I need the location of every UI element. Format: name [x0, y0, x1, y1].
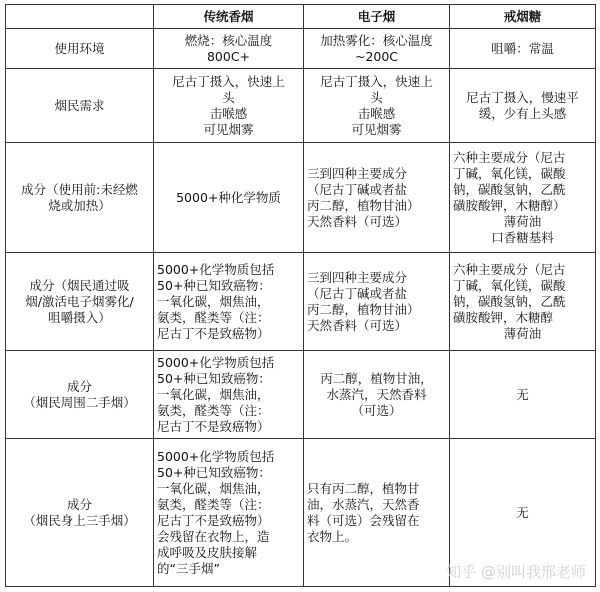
row-label-line: 烟/激活电子烟雾化/	[25, 293, 134, 309]
cell-line: 天然香料（可选）	[307, 213, 408, 229]
cell-nicotine-gum	[450, 253, 596, 351]
cell-line: 一氧化碳，烟焦油，	[157, 480, 270, 496]
cell-traditional	[154, 351, 304, 439]
cell-e-cigarette	[304, 69, 450, 143]
row-label-line: 烧或加热）	[48, 197, 111, 213]
cell-line: 三到四种主要成分	[307, 269, 408, 285]
row-label-line: 烟民需求	[54, 97, 105, 113]
cell-line: （可选）	[351, 402, 402, 418]
table-row-ingredients-inhaled	[6, 253, 596, 351]
cell-nicotine-gum	[450, 143, 596, 253]
table-row-usage-environment	[6, 29, 596, 69]
cell-line: 尼古丁不是致癌物）	[157, 512, 270, 528]
cell-line: 5000+化学物质包括	[157, 261, 275, 277]
cell-line: 磺胺酸钾，木糖醇）	[453, 197, 566, 213]
header-traditional-cigarette: 传统香烟	[154, 5, 304, 29]
cell-line: 一氧化碳，烟焦油，	[157, 386, 270, 402]
header-row	[6, 5, 596, 29]
cell-line: 六种主要成分（尼古	[453, 261, 566, 277]
row-label	[6, 69, 154, 143]
cell-line: 的“三手烟”	[157, 560, 220, 576]
cell-line: 三到四种主要成分	[307, 165, 408, 181]
cell-line: 50+种已知致癌物：	[157, 277, 271, 293]
cell-line: 磺胺酸钾，木糖醇	[453, 309, 554, 325]
cell-traditional	[154, 143, 304, 253]
cell-line: 丙二醇，植物甘油，	[320, 370, 433, 386]
cell-line: 尼古丁不是致癌物）	[157, 325, 270, 341]
cell-line: 天然香料（可选）	[307, 317, 408, 333]
cell-line: 油，水蒸汽，天然香	[307, 496, 420, 512]
header-e-cigarette: 电子烟	[304, 5, 450, 29]
cell-line: 加热雾化：核心温度	[320, 32, 433, 48]
header-nicotine-gum: 戒烟糖	[450, 5, 596, 29]
cell-line: 50+种已知致癌物：	[157, 370, 271, 386]
cell-line: 咀嚼：常温	[491, 40, 554, 56]
cell-line: 料（可选）会残留在	[307, 512, 420, 528]
cell-line: 会残留在衣物上，造	[157, 528, 270, 544]
cell-nicotine-gum	[450, 29, 596, 69]
cell-line: （尼古丁碱或者盐	[307, 181, 408, 197]
row-label-line: （烟民周围二手烟）	[23, 394, 136, 410]
cell-line: 5000+化学物质包括	[157, 354, 275, 370]
row-label-line: 成分（烟民通过吸	[29, 277, 130, 293]
table-row-smoker-needs	[6, 69, 596, 143]
row-label	[6, 351, 154, 439]
cell-line: 击喉感	[209, 105, 248, 121]
cell-traditional	[154, 29, 304, 69]
cell-line: 只有丙二醇，植物甘	[307, 480, 420, 496]
cell-line: 成呼吸及皮肤接解	[157, 544, 258, 560]
cell-line: 氨类，醛类等（注：	[157, 496, 270, 512]
cell-line: 六种主要成分（尼古	[453, 149, 566, 165]
cell-line: 头	[370, 89, 383, 105]
row-label-line: 咀嚼摄入）	[48, 309, 111, 325]
cell-line: 口香糖基料	[491, 229, 554, 245]
cell-traditional	[154, 69, 304, 143]
cell-e-cigarette	[304, 143, 450, 253]
cell-line: 丁碱，氧化镁，碳酸	[453, 165, 566, 181]
row-label-line: 成分	[66, 378, 92, 394]
row-label-line: 使用环境	[54, 40, 105, 56]
cell-e-cigarette	[304, 351, 450, 439]
cell-line: 击喉感	[357, 105, 396, 121]
cell-line: 可见烟雾	[351, 121, 402, 137]
cell-line: 50+种已知致癌物：	[157, 464, 271, 480]
row-label	[6, 29, 154, 69]
table-row-ingredients-before-use	[6, 143, 596, 253]
cell-line: 水蒸汽，天然香料	[326, 386, 427, 402]
cell-line: （尼古丁碱或者盐	[307, 285, 408, 301]
row-label-line: 成分（使用前:未经燃	[21, 181, 138, 197]
cell-line: 钠，碳酸氢钠，乙酰	[453, 293, 566, 309]
cell-e-cigarette	[304, 253, 450, 351]
cell-line: 5000+种化学物质	[176, 189, 281, 205]
comparison-table	[5, 4, 596, 587]
cell-line: 氨类，醛类等（注：	[157, 402, 270, 418]
watermark: 知乎 @别叫我邢老师	[446, 563, 586, 581]
cell-line: 可见烟雾	[203, 121, 254, 137]
row-label-line: （烟民身上三手烟）	[23, 512, 136, 528]
cell-e-cigarette	[304, 439, 450, 587]
cell-nicotine-gum	[450, 351, 596, 439]
cell-line: 燃烧：核心温度	[184, 32, 273, 48]
cell-traditional	[154, 253, 304, 351]
cell-line: 薄荷油	[503, 213, 542, 229]
cell-nicotine-gum	[450, 69, 596, 143]
cell-traditional	[154, 439, 304, 587]
table-row-ingredients-second-hand	[6, 351, 596, 439]
cell-line: 丙二醇，植物甘油）	[307, 301, 420, 317]
cell-line: 无	[516, 386, 529, 402]
cell-line: 800C+	[206, 48, 251, 64]
header-empty	[6, 5, 154, 29]
cell-line: 缓，少有上头感	[478, 105, 567, 121]
cell-line: 氨类，醛类等（注：	[157, 309, 270, 325]
row-label	[6, 143, 154, 253]
cell-line: 丁碱，氧化镁，碳酸	[453, 277, 566, 293]
cell-line: 尼古丁摄入，快速上	[320, 73, 433, 89]
cell-line: 5000+化学物质包括	[157, 448, 275, 464]
row-label	[6, 439, 154, 587]
cell-line: 钠，碳酸氢钠，乙酰	[453, 181, 566, 197]
row-label	[6, 253, 154, 351]
cell-line: 尼古丁摄入，快速上	[172, 73, 285, 89]
cell-line: 薄荷油	[503, 325, 542, 341]
cell-line: 衣物上。	[307, 528, 358, 544]
cell-line: 头	[222, 89, 235, 105]
cell-line: 无	[516, 504, 529, 520]
cell-line: 尼古丁不是致癌物）	[157, 418, 270, 434]
cell-line: 尼古丁摄入，慢速平	[466, 89, 579, 105]
cell-line: 丙二醇，植物甘油）	[307, 197, 420, 213]
cell-line: 一氧化碳，烟焦油，	[157, 293, 270, 309]
row-label-line: 成分	[66, 496, 92, 512]
cell-line: ~200C	[354, 48, 399, 64]
cell-e-cigarette	[304, 29, 450, 69]
